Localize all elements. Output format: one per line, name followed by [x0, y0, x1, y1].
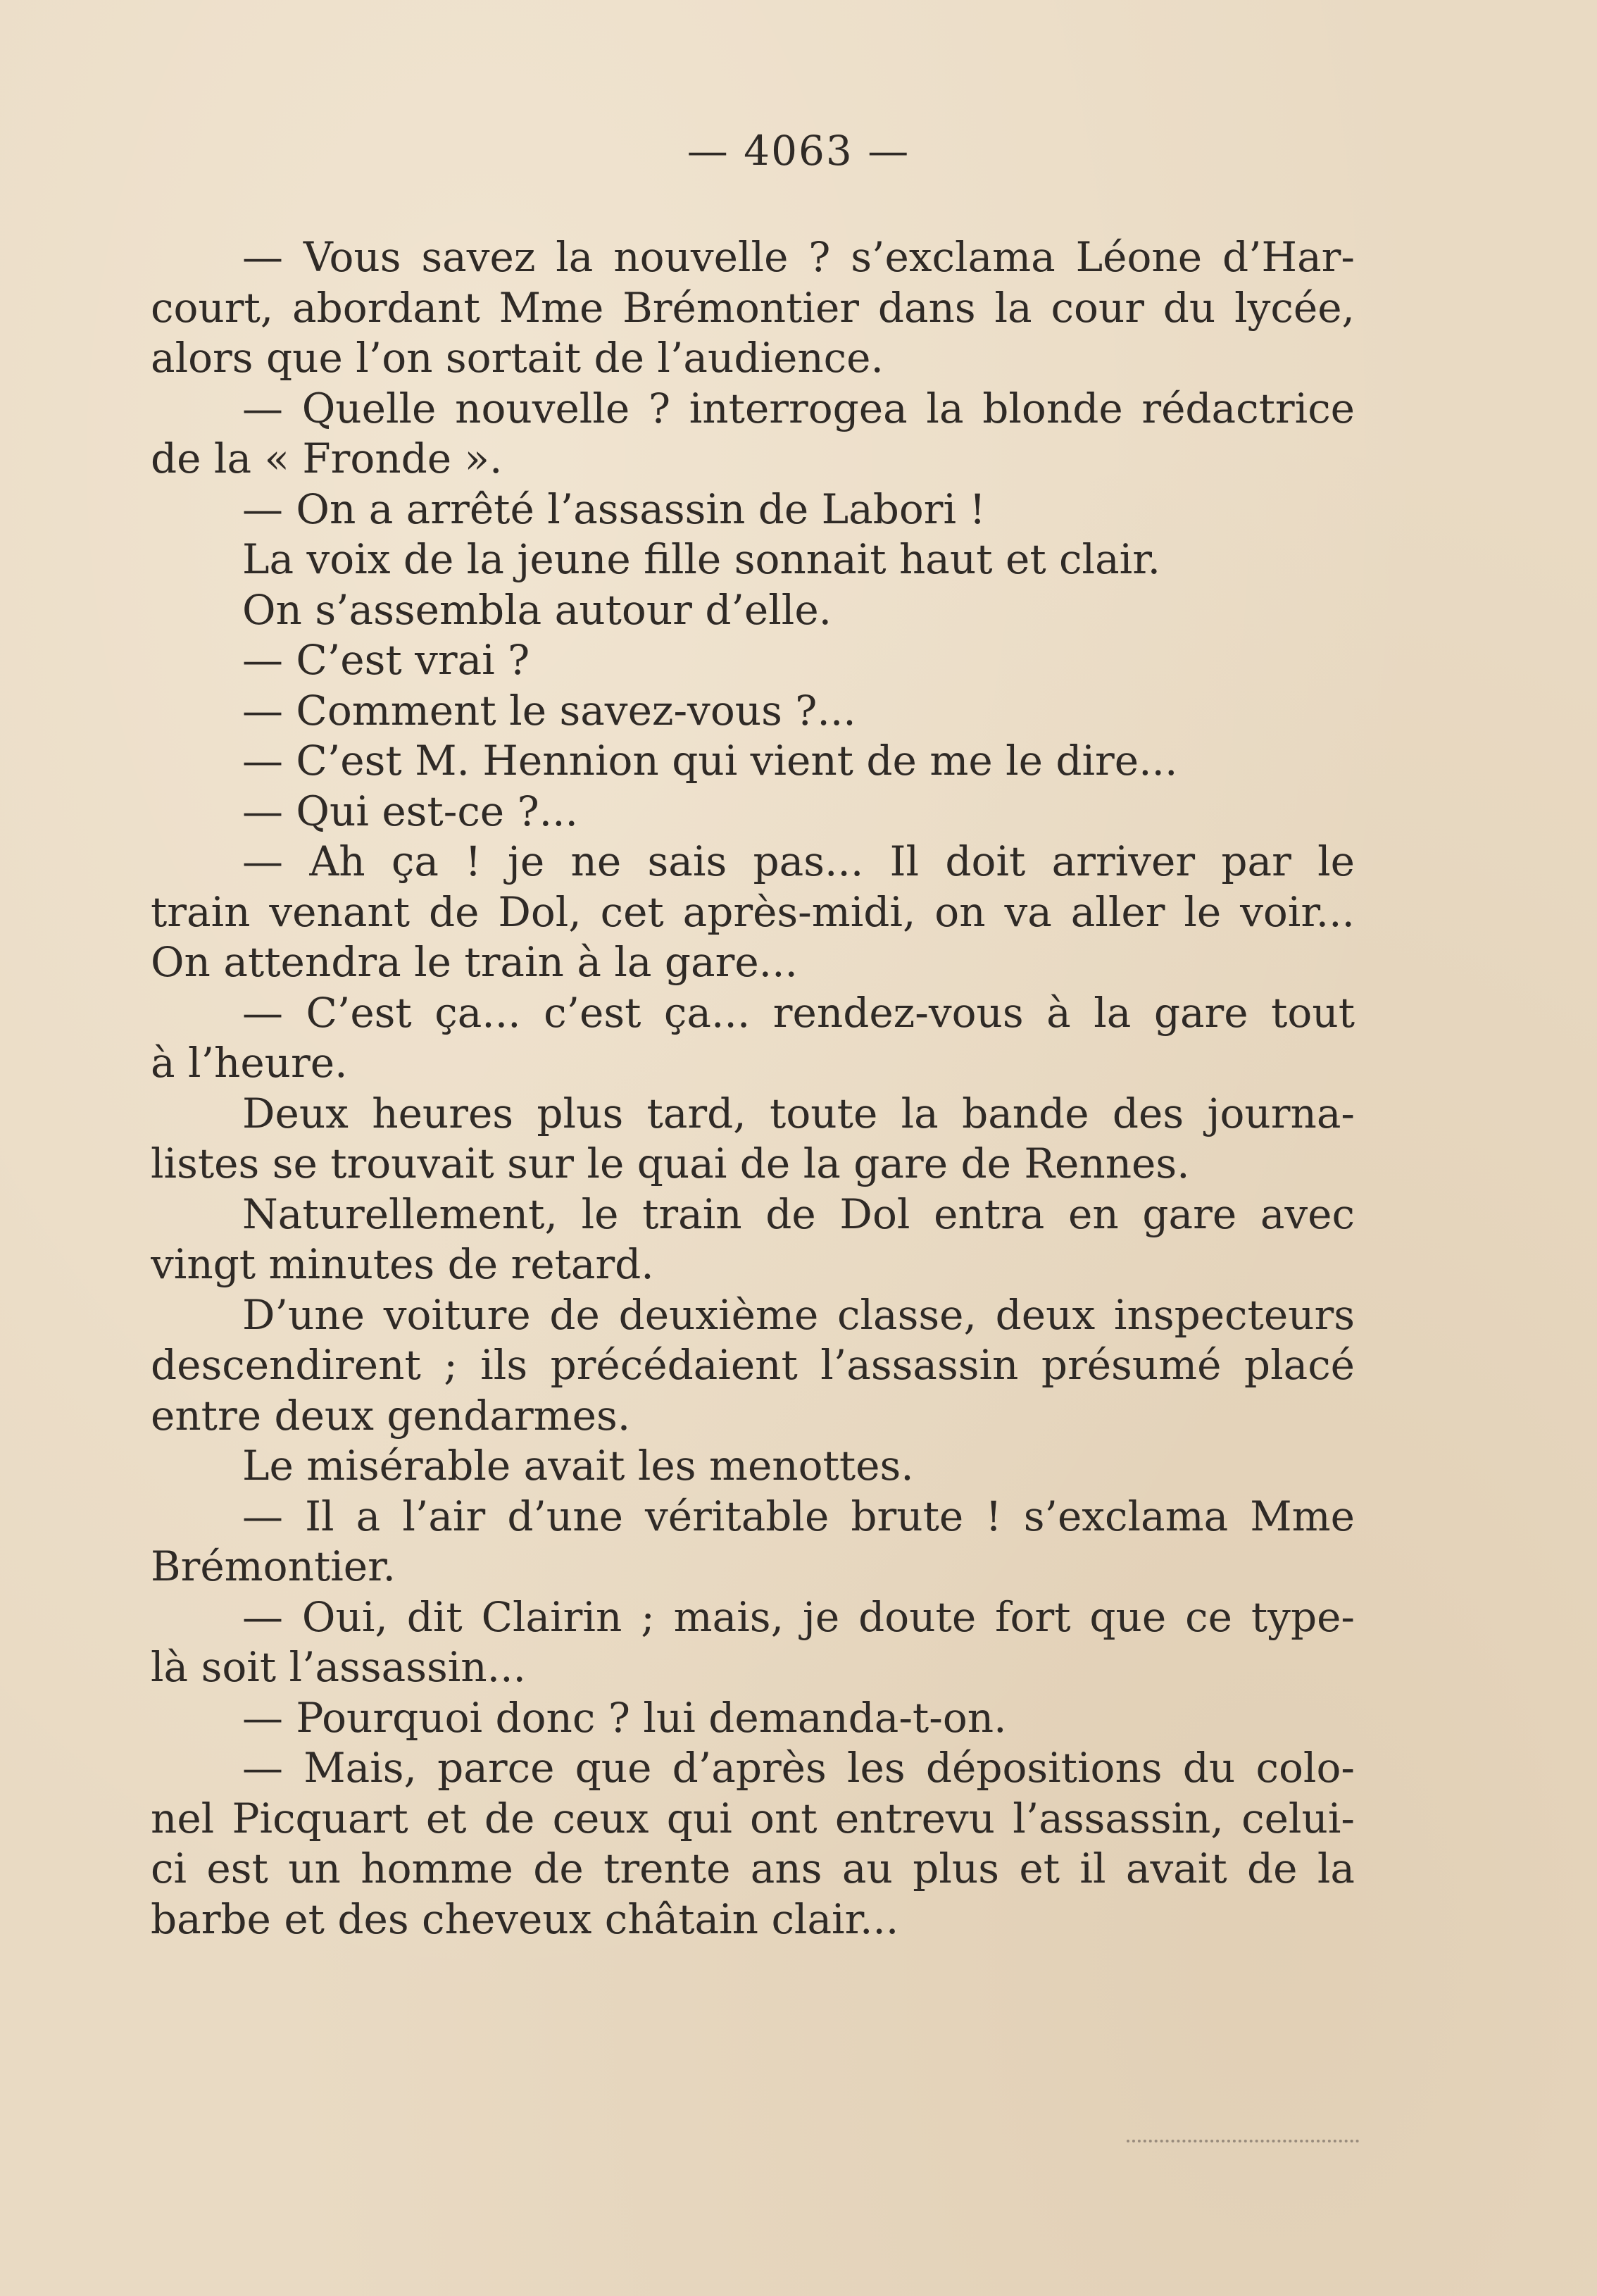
text-line: alors que l’on sortait de l’audience.	[151, 334, 884, 382]
text-line: listes se trouvait sur le quai de la gare de Rennes.	[151, 1140, 1190, 1187]
text-line: — Quelle nouvelle ? interrogea la blonde rédactrice	[242, 384, 1355, 432]
text-line: — Ah ça ! je ne sais pas... Il doit arriver par le	[242, 837, 1355, 885]
text-line: — On a arrêté l’assassin de Labori !	[242, 485, 986, 533]
text-line: La voix de la jeune fille sonnait haut et clair.	[242, 535, 1161, 583]
text-line: — Pourquoi donc ? lui demanda-t-on.	[242, 1693, 1007, 1742]
text-line: entre deux gendarmes.	[151, 1391, 631, 1440]
text-line: là soit l’assassin...	[151, 1643, 526, 1691]
text-line: On s’assembla autour d’elle.	[242, 585, 832, 634]
footer-rule	[1127, 2140, 1359, 2142]
text-line: train venant de Dol, cet après-midi, on va aller le voir...	[151, 887, 1355, 936]
text-line: de la « Fronde ».	[151, 435, 503, 482]
text-line: — Vous savez la nouvelle ? s’exclama Léone d’Har-	[242, 233, 1355, 281]
text-line: — Qui est-ce ?...	[242, 787, 578, 835]
text-line: nel Picquart et de ceux qui ont entrevu l’assassin, celui-	[151, 1794, 1355, 1842]
text-line: descendirent ; ils précédaient l’assassin présumé placé	[151, 1341, 1355, 1389]
text-line: — C’est M. Hennion qui vient de me le dire...	[242, 737, 1178, 785]
text-line: Brémontier.	[151, 1542, 396, 1590]
text-line: — Oui, dit Clairin ; mais, je doute fort que ce type-	[242, 1592, 1355, 1641]
page-number: — 4063 —	[687, 127, 910, 175]
text-line: — C’est vrai ?	[242, 636, 530, 684]
text-line: — C’est ça... c’est ça... rendez-vous à la gare tout	[242, 988, 1355, 1037]
text-line: à l’heure.	[151, 1039, 348, 1087]
text-line: ci est un homme de trente ans au plus et il avait de la	[151, 1845, 1355, 1892]
text-line: — Mais, parce que d’après les dépositions du colo-	[242, 1744, 1355, 1792]
text-line: Deux heures plus tard, toute la bande des journa-	[242, 1089, 1355, 1137]
text-line: court, abordant Mme Brémontier dans la cour du lycée,	[151, 283, 1355, 332]
text-line: Naturellement, le train de Dol entra en gare avec	[242, 1190, 1355, 1238]
text-line: — Comment le savez-vous ?...	[242, 686, 856, 735]
text-line: On attendra le train à la gare...	[151, 938, 798, 986]
text-line: barbe et des cheveux châtain clair...	[151, 1895, 899, 1943]
body-text	[151, 232, 1355, 1945]
text-line: vingt minutes de retard.	[151, 1240, 654, 1288]
text-line: D’une voiture de deuxième classe, deux inspecteurs	[242, 1290, 1355, 1339]
text-line: — Il a l’air d’une véritable brute ! s’exclama Mme	[242, 1492, 1355, 1540]
text-line: Le misérable avait les menottes.	[242, 1442, 914, 1490]
